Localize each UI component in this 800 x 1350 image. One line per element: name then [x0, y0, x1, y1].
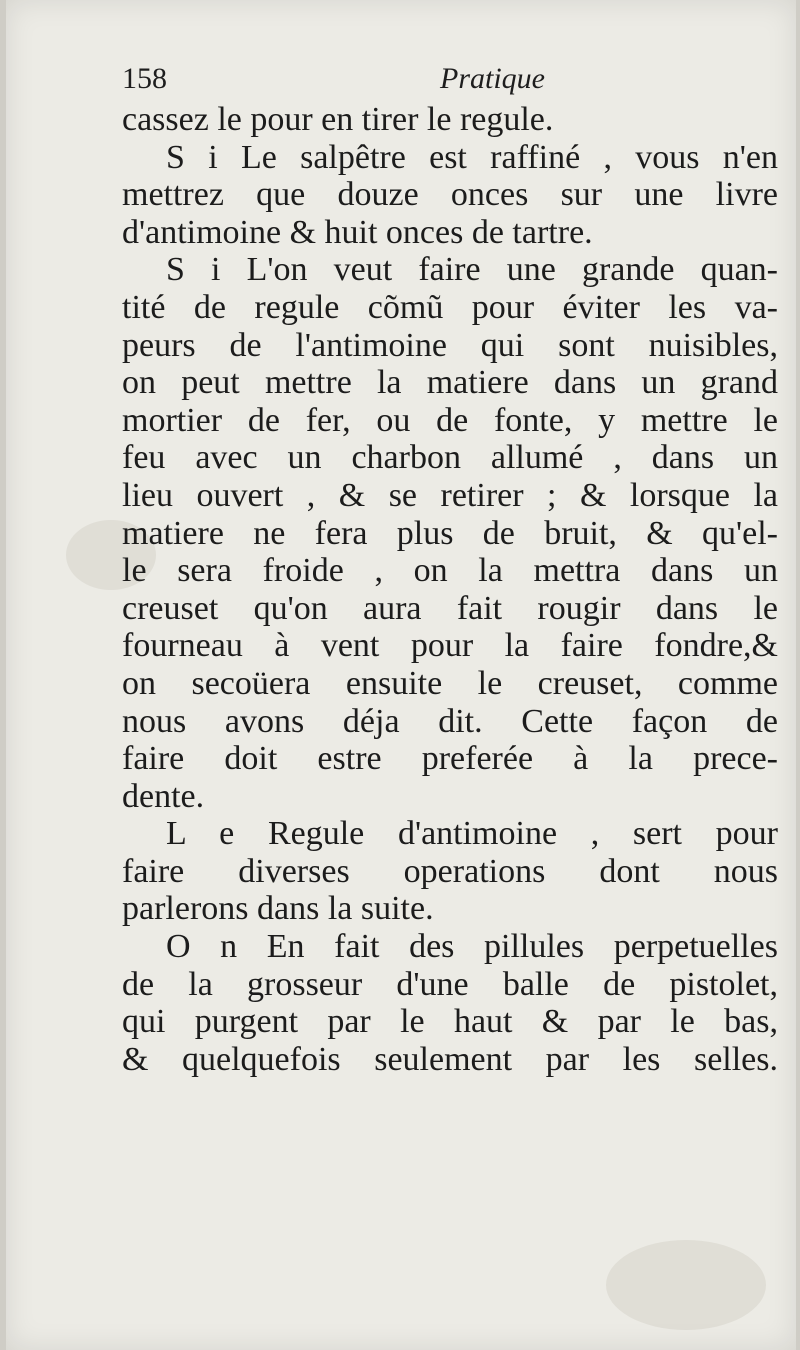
- text-line: peurs de l'antimoine qui sont nuisibles,: [122, 326, 778, 364]
- book-page: [6, 0, 796, 1350]
- text-line: O n En fait des pillules perpetuelles: [166, 928, 778, 966]
- text-line: mettrez que douze onces sur une livre: [122, 176, 778, 214]
- text-line: S i Le salpêtre est raffiné , vous n'en: [166, 138, 778, 176]
- text-line: & quelquefois seulement par les selles.: [122, 1040, 778, 1078]
- text-line: dente.: [122, 777, 205, 815]
- text-line: feu avec un charbon allumé , dans un: [122, 439, 778, 477]
- text-line: de la grosseur d'une balle de pistolet,: [122, 965, 778, 1003]
- text-line: tité de regule cõmũ pour éviter les va-: [122, 288, 778, 326]
- text-line: on secoüera ensuite le creuset, comme: [122, 664, 778, 702]
- text-line: faire diverses operations dont nous: [122, 852, 778, 890]
- text-line: parlerons dans la suite.: [122, 890, 434, 928]
- text-line: on peut mettre la matiere dans un grand: [122, 364, 778, 402]
- text-line: lieu ouvert , & se retirer ; & lorsque la: [122, 476, 778, 514]
- text-line: cassez le pour en tirer le regule.: [122, 101, 554, 138]
- body-text: [122, 101, 778, 1078]
- text-line: creuset qu'on aura fait rougir dans le: [122, 589, 778, 627]
- page-number: 158: [122, 62, 167, 95]
- text-line: qui purgent par le haut & par le bas,: [122, 1003, 778, 1041]
- text-line: faire doit estre preferée à la prece-: [122, 740, 778, 778]
- text-line: d'antimoine & huit onces de tartre.: [122, 213, 593, 251]
- text-line: S i L'on veut faire une grande quan-: [166, 251, 778, 289]
- text-line: matiere ne fera plus de bruit, & qu'el-: [122, 514, 778, 552]
- page-header: [122, 62, 722, 102]
- paper-stain: [606, 1240, 766, 1330]
- text-line: le sera froide , on la mettra dans un: [122, 552, 778, 590]
- text-line: L e Regule d'antimoine , sert pour: [166, 815, 778, 853]
- text-line: fourneau à vent pour la faire fondre,&: [122, 627, 778, 665]
- running-head: Pratique: [440, 62, 545, 95]
- text-line: nous avons déja dit. Cette façon de: [122, 702, 778, 740]
- text-line: mortier de fer, ou de fonte, y mettre le: [122, 401, 778, 439]
